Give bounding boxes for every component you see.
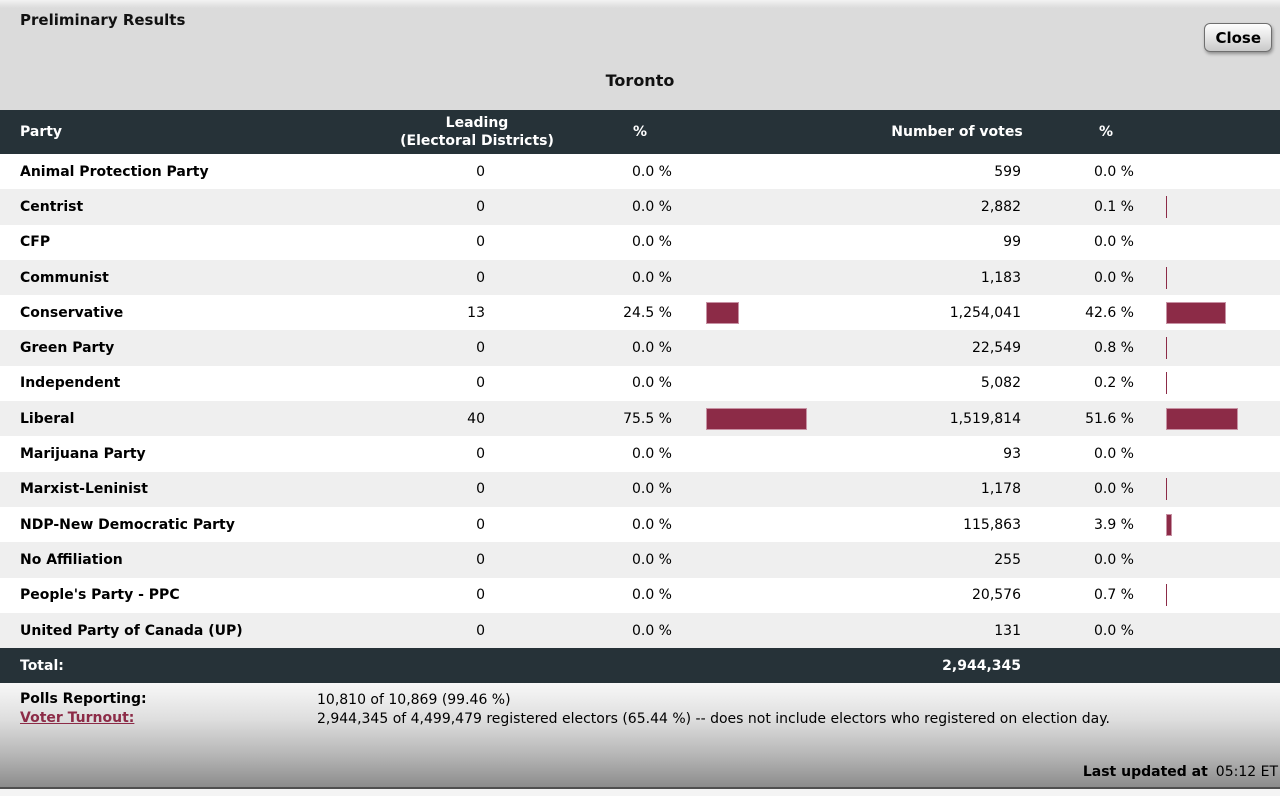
- votes-percent: 0.1 %: [1093, 198, 1134, 215]
- leading-count: 0: [476, 375, 485, 392]
- leading-percent: 0.0 %: [631, 516, 672, 533]
- votes-count: 1,183: [980, 269, 1021, 286]
- leading-percent: 0.0 %: [631, 340, 672, 357]
- party-rows: [0, 154, 1280, 648]
- party-name: United Party of Canada (UP): [20, 622, 243, 639]
- votes-count: 93: [1003, 446, 1021, 463]
- votes-percent: 0.0 %: [1093, 269, 1134, 286]
- party-name: Conservative: [20, 304, 124, 321]
- polls-reporting-value: 10,810 of 10,869 (99.46 %): [317, 692, 511, 709]
- table-row: [0, 542, 1280, 577]
- results-table: [0, 110, 1280, 683]
- votes-count: 1,178: [980, 481, 1021, 498]
- table-row: [0, 295, 1280, 330]
- column-header-votes: Number of votes: [891, 124, 1023, 140]
- votes-bar: [1166, 408, 1238, 430]
- leading-count: 0: [476, 551, 485, 568]
- polls-reporting-label: Polls Reporting:: [20, 691, 147, 708]
- votes-bar-cell: [1145, 514, 1280, 536]
- table-row: [0, 507, 1280, 542]
- page-title: Preliminary Results: [20, 11, 186, 29]
- votes-bar-cell: [1145, 196, 1280, 218]
- party-name: No Affiliation: [20, 551, 123, 568]
- party-name: Independent: [20, 375, 121, 392]
- leading-count: 0: [476, 269, 485, 286]
- table-row: [0, 436, 1280, 471]
- last-updated: [1083, 764, 1278, 780]
- table-row: [0, 613, 1280, 648]
- votes-count: 22,549: [972, 340, 1021, 357]
- results-header-panel: [0, 0, 1280, 110]
- column-header-leading: Leading (Electoral Districts): [400, 114, 554, 149]
- table-row: [0, 260, 1280, 295]
- leading-percent: 0.0 %: [631, 198, 672, 215]
- leading-count: 0: [476, 340, 485, 357]
- party-name: People's Party - PPC: [20, 587, 180, 604]
- region-title: Toronto: [605, 71, 675, 90]
- votes-count: 255: [994, 551, 1021, 568]
- votes-count: 1,254,041: [949, 304, 1021, 321]
- votes-percent: 0.0 %: [1093, 481, 1134, 498]
- leading-percent: 0.0 %: [631, 375, 672, 392]
- votes-percent: 42.6 %: [1085, 304, 1134, 321]
- leading-count: 0: [476, 622, 485, 639]
- party-name: Centrist: [20, 198, 84, 215]
- party-name: Animal Protection Party: [20, 163, 209, 180]
- votes-count: 2,882: [980, 198, 1021, 215]
- total-row: [0, 648, 1280, 683]
- party-name: Marijuana Party: [20, 446, 146, 463]
- votes-bar: [1166, 372, 1167, 394]
- party-name: NDP-New Democratic Party: [20, 516, 235, 533]
- votes-bar: [1166, 267, 1167, 289]
- leading-percent: 0.0 %: [631, 163, 672, 180]
- column-header-votes-percent: %: [1098, 124, 1114, 140]
- leading-percent: 24.5 %: [623, 304, 672, 321]
- last-updated-label: Last updated at: [1082, 764, 1208, 781]
- leading-bar-cell: [690, 302, 850, 324]
- party-name: CFP: [20, 234, 51, 251]
- votes-bar: [1166, 478, 1167, 500]
- voter-turnout-value: 2,944,345 of 4,499,479 registered electors (65.44 %) -- does not include electors who registered on election day.: [317, 711, 1110, 728]
- votes-bar-cell: [1145, 337, 1280, 359]
- votes-count: 131: [994, 622, 1021, 639]
- leading-count: 0: [476, 587, 485, 604]
- votes-percent: 0.2 %: [1093, 375, 1134, 392]
- votes-percent: 0.0 %: [1093, 446, 1134, 463]
- party-name: Green Party: [20, 340, 115, 357]
- votes-bar: [1166, 196, 1167, 218]
- votes-percent: 51.6 %: [1085, 410, 1134, 427]
- votes-bar-cell: [1145, 584, 1280, 606]
- votes-percent: 0.0 %: [1093, 551, 1134, 568]
- leading-count: 0: [476, 163, 485, 180]
- party-name: Liberal: [20, 410, 75, 427]
- votes-percent: 0.7 %: [1093, 587, 1134, 604]
- votes-bar: [1166, 337, 1167, 359]
- votes-count: 1,519,814: [949, 410, 1021, 427]
- votes-percent: 3.9 %: [1093, 516, 1134, 533]
- column-header-party: Party: [20, 124, 63, 140]
- leading-count: 13: [467, 304, 485, 321]
- leading-bar: [706, 302, 739, 324]
- votes-percent: 0.8 %: [1093, 340, 1134, 357]
- table-row: [0, 578, 1280, 613]
- table-row: [0, 330, 1280, 365]
- voter-turnout-link[interactable]: Voter Turnout:: [20, 710, 135, 727]
- table-row: [0, 225, 1280, 260]
- total-votes: 2,944,345: [942, 657, 1021, 674]
- votes-count: 599: [994, 163, 1021, 180]
- leading-count: 40: [467, 410, 485, 427]
- total-label: Total:: [20, 657, 64, 674]
- voter-turnout-line: [0, 710, 1280, 729]
- leading-count: 0: [476, 198, 485, 215]
- leading-count: 0: [476, 234, 485, 251]
- leading-percent: 0.0 %: [631, 269, 672, 286]
- leading-percent: 0.0 %: [631, 481, 672, 498]
- last-updated-value: 05:12 ET: [1215, 764, 1278, 781]
- table-row: [0, 366, 1280, 401]
- leading-count: 0: [476, 516, 485, 533]
- votes-count: 115,863: [963, 516, 1021, 533]
- column-header-leading-percent: %: [632, 124, 648, 140]
- leading-percent: 0.0 %: [631, 551, 672, 568]
- votes-percent: 0.0 %: [1093, 163, 1134, 180]
- votes-percent: 0.0 %: [1093, 234, 1134, 251]
- votes-count: 99: [1003, 234, 1021, 251]
- leading-count: 0: [476, 446, 485, 463]
- table-row: [0, 154, 1280, 189]
- leading-bar-cell: [690, 408, 850, 430]
- votes-count: 5,082: [980, 375, 1021, 392]
- votes-percent: 0.0 %: [1093, 622, 1134, 639]
- footer-panel: [0, 683, 1280, 789]
- votes-bar-cell: [1145, 478, 1280, 500]
- leading-count: 0: [476, 481, 485, 498]
- votes-bar: [1166, 584, 1167, 606]
- table-row: [0, 189, 1280, 224]
- leading-percent: 0.0 %: [631, 622, 672, 639]
- polls-reporting-line: [0, 683, 1280, 710]
- leading-bar: [706, 408, 807, 430]
- votes-bar-cell: [1145, 267, 1280, 289]
- votes-count: 20,576: [972, 587, 1021, 604]
- votes-bar: [1166, 514, 1172, 536]
- leading-percent: 75.5 %: [623, 410, 672, 427]
- party-name: Communist: [20, 269, 109, 286]
- table-header-row: [0, 110, 1280, 154]
- close-button[interactable]: Close: [1204, 23, 1272, 52]
- votes-bar-cell: [1145, 408, 1280, 430]
- votes-bar-cell: [1145, 372, 1280, 394]
- party-name: Marxist-Leninist: [20, 481, 148, 498]
- table-row: [0, 472, 1280, 507]
- votes-bar: [1166, 302, 1226, 324]
- leading-percent: 0.0 %: [631, 234, 672, 251]
- table-row: [0, 401, 1280, 436]
- votes-bar-cell: [1145, 302, 1280, 324]
- bottom-strip: [0, 789, 1280, 796]
- leading-percent: 0.0 %: [631, 446, 672, 463]
- leading-percent: 0.0 %: [631, 587, 672, 604]
